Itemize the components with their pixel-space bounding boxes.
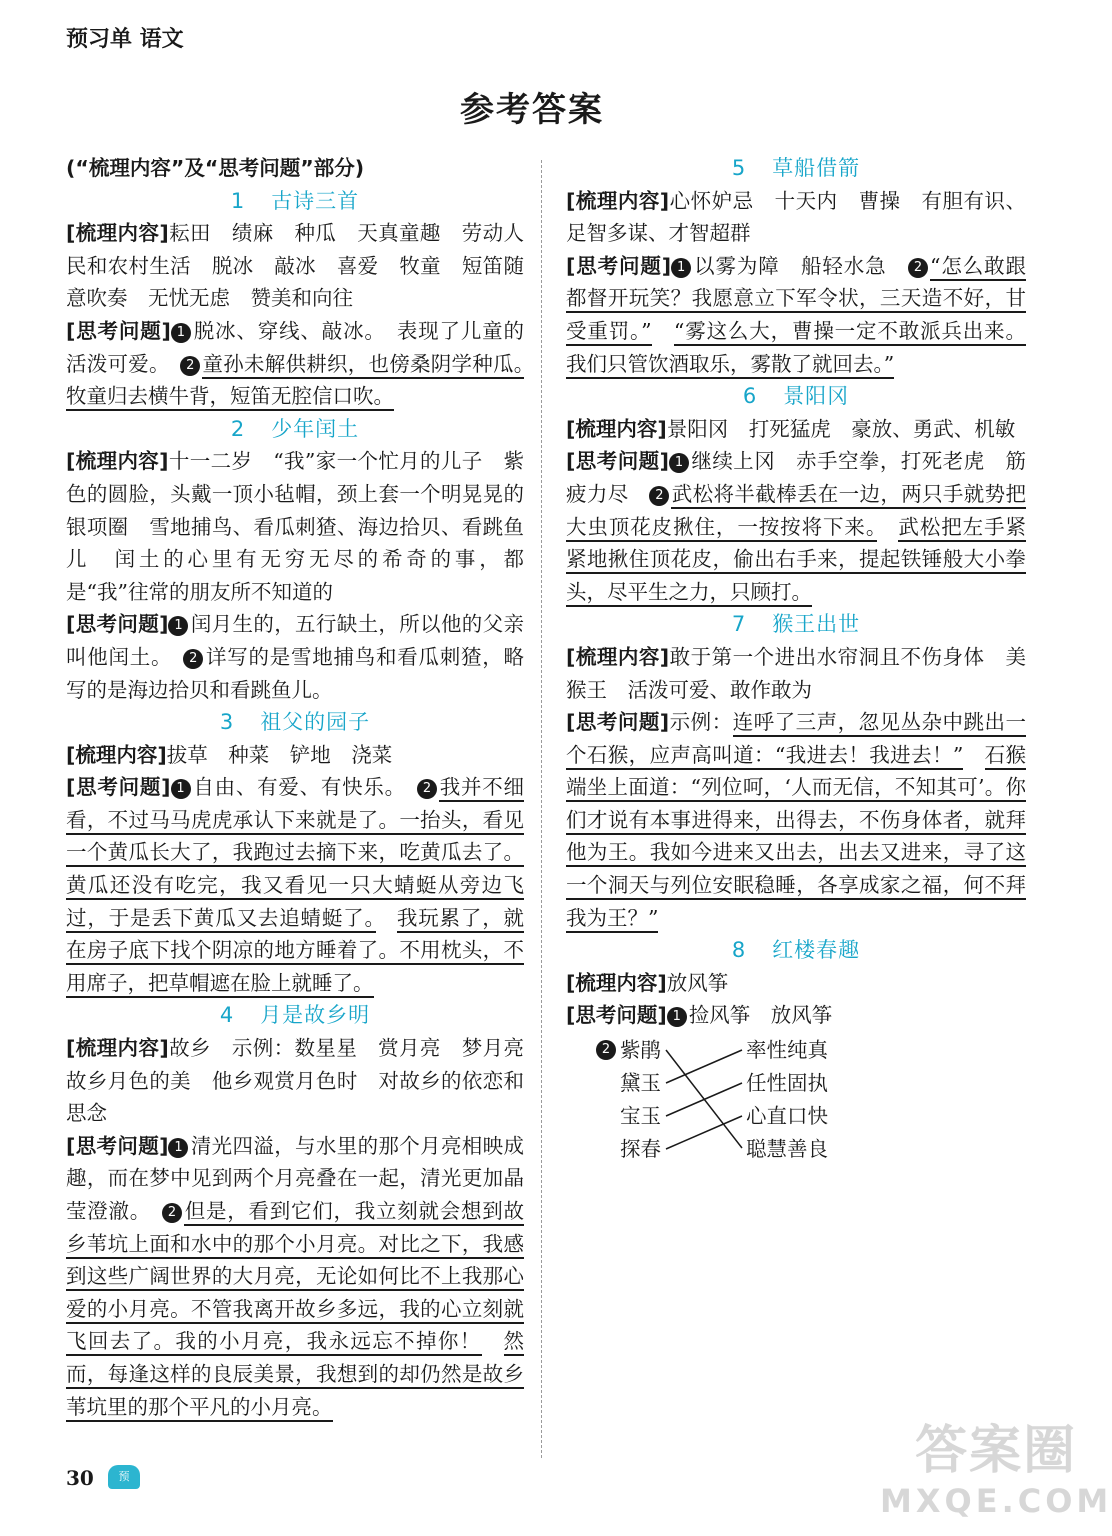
- question-tag: [思考问题]: [566, 1003, 667, 1028]
- question-paragraph: [66, 1130, 524, 1423]
- match-right-item: 率性纯真: [746, 1038, 828, 1063]
- content-text: 放风筝: [666, 970, 729, 995]
- content-paragraph: [66, 217, 524, 315]
- match-line: [666, 1050, 742, 1083]
- content-tag: [梳理内容]: [566, 416, 667, 441]
- section-title: 祖父的园子: [260, 710, 371, 735]
- question-paragraph: [566, 445, 1026, 608]
- section-number: 3: [219, 710, 235, 735]
- section-number: 4: [219, 1003, 235, 1028]
- bullet-one-icon: 1: [171, 779, 191, 799]
- section-title: 红楼春趣: [772, 938, 861, 963]
- bullet-one-icon: 1: [669, 453, 689, 473]
- section-heading: [566, 934, 1026, 967]
- content-text: 十一二岁 “我”家一个忙月的儿子 紫色的圆脸，头戴一顶小毡帽，颈上套一个明晃晃的银项圈 雪地捕鸟、看瓜刺猹、海边拾贝、看跳鱼儿 闰土的心里有无穷无尽的希奇的事，都是“我”往常的朋友所不知道的: [66, 449, 524, 604]
- answer-text: 闰月生的，五行缺土，所以他的父亲叫他闰土。: [66, 612, 524, 669]
- answer-text: 继续上冈 赤手空拳，打死老虎 筋疲力尽: [566, 449, 1026, 506]
- question-tag: [思考问题]: [566, 449, 669, 474]
- answer-text: 自由、有爱、有快乐。: [192, 775, 396, 800]
- question-tag: [思考问题]: [66, 1133, 169, 1158]
- watermark-logo: 答案圈: [915, 1421, 1078, 1481]
- content-text: 心怀妒忌 十天内 曹操 有胆有识、足智多谋、才智超群: [566, 188, 1026, 246]
- bullet-one-icon: 1: [667, 1007, 687, 1027]
- question-tag: [思考问题]: [66, 318, 171, 343]
- content-tag: [梳理内容]: [66, 221, 169, 246]
- watermark-url: MXQE.COM: [880, 1482, 1112, 1520]
- underlined-answer: 牧童归去横牛背，短笛无腔信口吹。: [66, 384, 394, 411]
- answer-text: 清光四溢，与水里的那个月亮相映成趣，而在梦中见到两个月亮叠在一起，清光更加晶莹澄澈。: [66, 1133, 524, 1223]
- section-heading: [566, 152, 1026, 185]
- question-paragraph: [66, 771, 524, 999]
- matching-diagram: [566, 1034, 1026, 1166]
- section-title: 古诗三首: [271, 188, 360, 213]
- section-title: 草船借箭: [772, 156, 861, 180]
- bullet-two-icon: 2: [180, 356, 200, 376]
- content-tag: [梳理内容]: [66, 1036, 169, 1061]
- underlined-answer: 武松将半截棒丢在一边，两只手就势把大虫顶花皮揪住，一按按将下来。: [566, 482, 1026, 542]
- question-paragraph: [566, 250, 1026, 380]
- watermark: [880, 1420, 1112, 1520]
- content-text: 耘田 绩麻 种瓜 天真童趣 劳动人民和农村生活 脱冰 敲冰 喜爱 牧童 短笛随意吹奏 无忧无虑 赞美和向往: [66, 221, 524, 311]
- content-text: 景阳冈 打死猛虎 豪放、勇武、机敏: [666, 416, 1016, 441]
- section-number: 5: [731, 156, 747, 180]
- answer-text: 详写的是雪地捕鸟和看瓜刺猹，略写的是海边拾贝和看跳鱼儿。: [66, 644, 524, 702]
- content-text: 故乡 示例：数星星 赏月亮 梦月亮 故乡月色的美 他乡观赏月色时 对故乡的依恋和思念: [66, 1036, 545, 1126]
- section-number: 1: [230, 188, 246, 213]
- answer-lead: 示例：: [669, 710, 733, 735]
- section-number: 8: [731, 938, 747, 963]
- content-paragraph: [66, 739, 524, 772]
- section-title: 少年闰土: [271, 416, 360, 441]
- section-title: 景阳冈: [783, 384, 850, 409]
- section-heading: [66, 185, 524, 218]
- underlined-answer: 连呼了三声，忽见丛杂中跳出一个石猴，应声高叫道：“我进去！我进去！”: [566, 710, 1026, 770]
- question-tag: [思考问题]: [66, 775, 171, 800]
- bullet-one-icon: 1: [671, 258, 691, 278]
- section-heading: [66, 999, 524, 1032]
- answer-text: 捡风筝 放风筝: [688, 1003, 833, 1028]
- content-paragraph: [566, 413, 1026, 446]
- bullet-two-icon: 2: [649, 486, 669, 506]
- content-text: 拔草 种菜 铲地 浇菜: [166, 742, 393, 767]
- matching-lines: [566, 1034, 766, 1166]
- match-left-item: 宝玉: [620, 1104, 661, 1129]
- question-paragraph: [66, 608, 524, 706]
- underlined-answer: 童孙未解供耕织，也傍桑阴学种瓜。: [202, 352, 524, 379]
- underlined-answer: 我并不细看，不过马马虎虎承认下来就是了。一抬头，看见一个黄瓜长大了，我跑过去摘下来，吃黄瓜去了。黄瓜还没有吃完，我又看见一只大蜻蜓从旁边飞过，于是丢下黄瓜又去追蜻蜓了。: [66, 775, 524, 932]
- answer-text: 以雾为障 船轻水急: [693, 253, 887, 278]
- intro-note: (“梳理内容”及“思考问题”部分): [66, 156, 365, 180]
- match-left-item: 紫鹃: [620, 1038, 661, 1063]
- bullet-two-icon: 2: [908, 258, 928, 278]
- content-tag: [梳理内容]: [566, 970, 667, 995]
- page-title: 参考答案: [460, 90, 604, 130]
- section-heading: [66, 413, 524, 446]
- match-line: [666, 1083, 742, 1116]
- bullet-two-icon: 2: [417, 779, 437, 799]
- content-paragraph: [66, 445, 524, 608]
- underlined-answer: “雾这么大，曹操一定不敢派兵出来。我们只管饮酒取乐，雾散了就回去。”: [566, 319, 1026, 379]
- content-text: 敢于第一个进出水帘洞且不伤身体 美猴王 活泼可爱、敢作敢为: [566, 644, 1026, 702]
- left-column: [66, 152, 545, 1423]
- content-paragraph: [66, 1032, 545, 1130]
- bullet-one-icon: 1: [168, 1138, 188, 1158]
- section-title: 月是故乡明: [260, 1003, 371, 1028]
- match-right-item: 心直口快: [746, 1104, 828, 1129]
- match-left-item: 黛玉: [620, 1071, 661, 1096]
- content-paragraph: [566, 967, 1026, 1000]
- section-number: 6: [742, 384, 758, 409]
- question-paragraph: [566, 999, 1026, 1032]
- question-tag: [思考问题]: [566, 710, 670, 735]
- underlined-answer: 但是，看到它们，我立刻就会想到故乡苇坑上面和水中的那个小月亮。对比之下，我感到这些广阔世界的大月亮，无论如何比不上我那心爱的小月亮。不管我离开故乡多远，我的心立刻就飞回去了。我的小月亮，我永远忘不掉你！: [66, 1199, 524, 1356]
- bullet-two-icon: 2: [596, 1040, 616, 1060]
- section-number: 2: [230, 416, 246, 441]
- bullet-two-icon: 2: [162, 1203, 182, 1223]
- right-column: [566, 152, 1026, 1166]
- question-tag: [思考问题]: [66, 612, 169, 637]
- underlined-answer: 然而，每逢这样的良辰美景，我想到的却仍然是故乡苇坑里的那个平凡的小月亮。: [66, 1329, 524, 1421]
- section-heading: [566, 380, 1026, 413]
- underlined-answer: 武松把左手紧紧地揪住顶花皮，偷出右手来，提起铁锤般大小拳头，尽平生之力，只顾打。: [566, 515, 1026, 607]
- section-number: 7: [731, 612, 747, 637]
- content-tag: [梳理内容]: [66, 742, 167, 767]
- header-tag: 预习单 语文: [66, 27, 184, 52]
- question-paragraph: [566, 706, 1026, 934]
- underlined-answer: 我玩累了，就在房子底下找个阴凉的地方睡着了。不用枕头，不用席子，把草帽遮在脸上就睡了。: [66, 906, 524, 998]
- section-heading: [566, 608, 1026, 641]
- content-tag: [梳理内容]: [566, 188, 670, 213]
- section-heading: [66, 706, 524, 739]
- content-tag: [梳理内容]: [566, 644, 670, 669]
- underlined-answer: 石猴端坐上面道：“列位呵，‘人而无信，不知其可’。你们才说有本事进得来，出得去，不伤身体者，就拜他为王。我如今进来又出去，出去又进来，寻了这一个洞天与列位安眠稳睡，各享成家之福，何不拜我为王？”: [566, 743, 1026, 933]
- content-paragraph: [566, 185, 1026, 250]
- content-tag: [梳理内容]: [66, 449, 169, 474]
- question-paragraph: [66, 315, 524, 413]
- underlined-answer: “怎么敢跟都督开玩笑？我愿意立下军令状，三天造不好，甘受重罚。”: [566, 254, 1026, 346]
- section-title: 猴王出世: [772, 612, 861, 637]
- preview-badge-icon: 预: [108, 1465, 140, 1489]
- match-left-item: 探春: [620, 1137, 661, 1162]
- match-right-item: 任性固执: [746, 1071, 828, 1096]
- bullet-two-icon: 2: [183, 649, 203, 669]
- question-tag: [思考问题]: [566, 253, 672, 278]
- page-number: 30: [66, 1466, 94, 1490]
- match-right-item: 聪慧善良: [746, 1137, 828, 1162]
- bullet-one-icon: 1: [168, 616, 188, 636]
- content-paragraph: [566, 641, 1026, 706]
- bullet-one-icon: 1: [171, 323, 191, 343]
- answer-text: 脱冰、穿线、敲冰。 表现了儿童的活泼可爱。: [66, 318, 524, 376]
